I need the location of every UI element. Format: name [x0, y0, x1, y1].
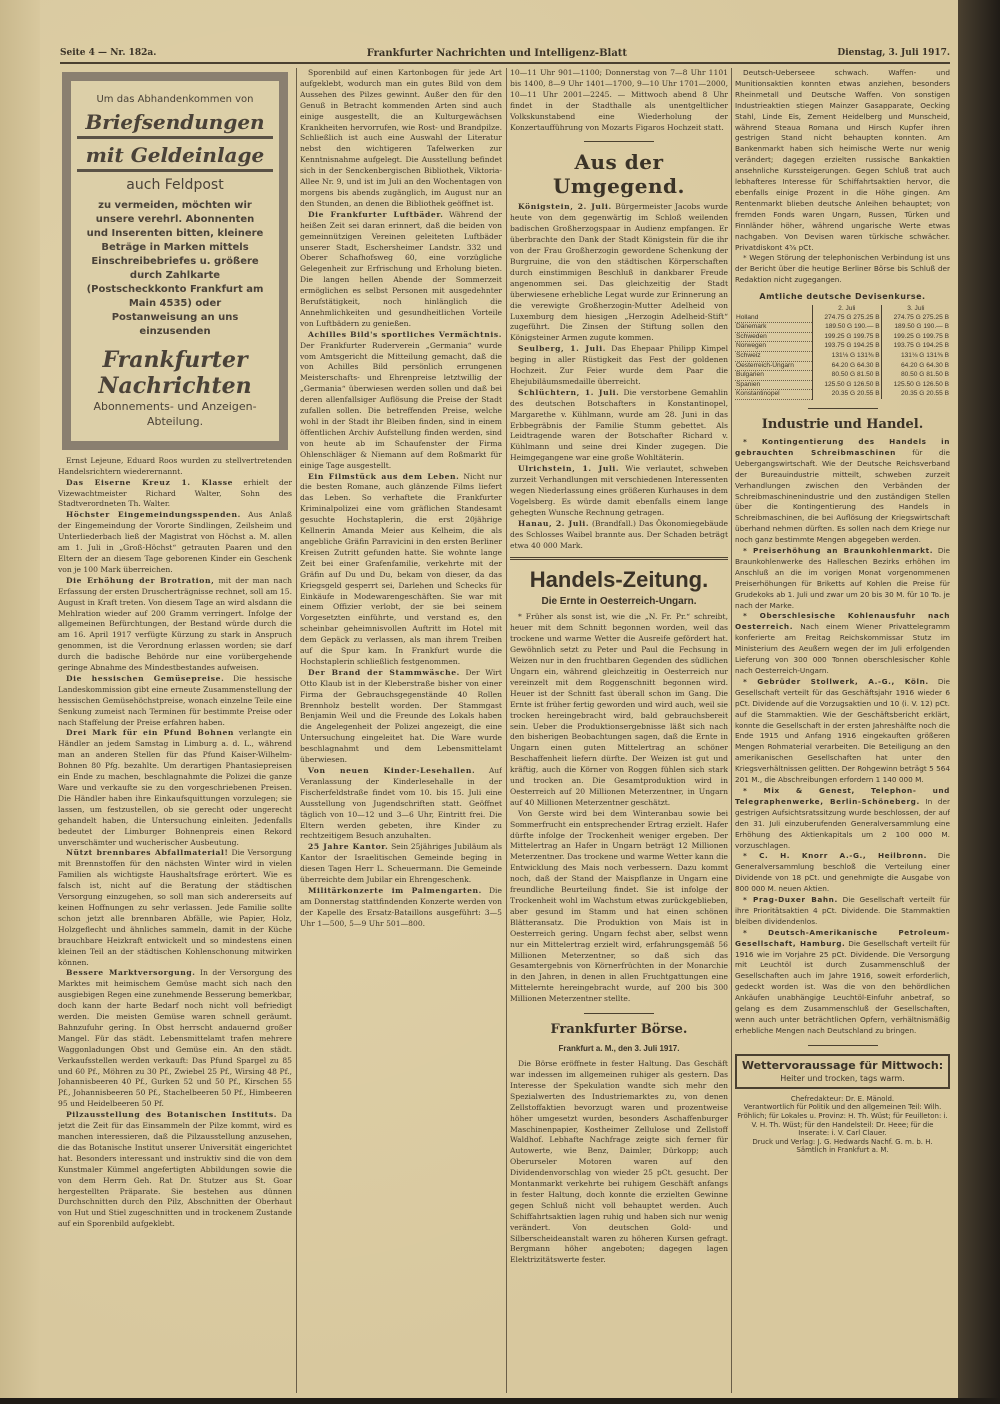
fx-country: Norwegen: [735, 342, 812, 352]
article-text: Ernst Lejeune, Eduard Roos wurden zu stellvertretenden Handelsrichtern wiederernannt.: [58, 455, 292, 476]
concert-notice: 10—11 Uhr 901—1100; Donnerstag von 7—8 Uhr 1101 bis 1400, 8—9 Uhr 1401—1700, 9—10 Uhr 1701—2000, 10—11 Uhr 2001—2245. — Mittwoch abend 8 Uhr findet in der Stadthalle als unentgeltlicher Volkskunstabend eine Wiederholung der Konzertaufführung von Mozarts Figaros Hochzeit statt.: [510, 68, 728, 132]
fx-rates-table: [735, 305, 950, 400]
article-text: Der Wirt Otto Klaub ist in der Kleberstraße bisher von einer Firma der Gebrauchsgegenstände 40 Rollen Brennholz bestellt worden. Der Stammgast Benjamin Weil und die Freunde des Lokals haben die Angelegenheit der Polizei angezeigt, die eine Untersuchung eingeleitet hat. Die Ware wurde beschlagnahmt und dem Lebensmittelamt überwiesen.: [300, 667, 502, 765]
ad-footer: Abonnements- und Anzeigen-Abteilung.: [93, 399, 257, 428]
article-text: Die am Donnerstag stattfindenden Konzerte werden von der Kapelle des Ersatz-Bataillons ausgeführt: 3—5 Uhr 1—500, 5—9 Uhr 501—800.: [300, 885, 502, 928]
weather-forecast-box: [735, 1054, 950, 1089]
article-lead: * Prag-Duxer Bahn.: [743, 895, 838, 905]
fx-header-blank: [735, 305, 812, 314]
fx-rate-day1: 189.50 G 190.— B: [812, 323, 881, 333]
article-text: verlangte ein Händler an jedem Samstag in Limburg a. d. L., während man an anderen Stellen für das Pfund Kaiser-Wilhelm-Bohnen 80 Pfg. bezahlte. Um derartigen Phantasiepreisen ein Ende zu machen, beschlagnahmte die Polizei die ganze Ware und verkaufte sie zu den vorgeschriebenen Preisen. Die Händler haben ihre Einkaufsquittungen vorzulegen; sie lassen, um festzustellen, ob sie gerecht oder ungerecht gehandelt haben, die Untersuchung einleiten. Jedenfalls bedeutet der Limburger Bohnenpreis einen Rekord unverschämter und wucherischer Ausbeutung.: [58, 728, 292, 847]
fx-rate-day2: 189.50 G 190.— B: [881, 323, 950, 333]
fx-row: [735, 361, 950, 371]
article-list: [300, 68, 502, 930]
article-lead: Drei Mark für ein Pfund Bohnen: [66, 728, 235, 738]
article-lead: Achilles Bild's sportliches Vermächtnis.: [308, 329, 502, 339]
article-text: (Brandfall.) Das Ökonomiegebäude des Schlosses Waibel brannte aus. Der Schaden beträgt etwa 40 000 Mark.: [510, 518, 728, 550]
newspaper-title: Frankfurter Nachrichten und Intelligenz-Blatt: [366, 47, 628, 59]
article-text: mit der man nach Erfassung der ersten Druscherträgnisse rechnet, soll am 15. August in Kraft treten. Von diesem Tage an wird alsdann die Mehlration wieder auf 200 Gramm verringert. Infolge der allgemeinen Befürchtungen, der Bestand würde durch die am 16. April 1917 verfügte Kürzung zu stark in Anspruch genommen, ist die Verordnung erlassen worden; sie darf durch die badische Behörde nur eine vorübergehende geringe Abnahme des Mindestbestandes aufweisen.: [58, 575, 292, 673]
article-lead: Bessere Marktversorgung.: [66, 968, 196, 978]
separator-rule: [584, 141, 654, 142]
article-paragraph: [58, 674, 292, 729]
article-text: In der gestrigen Aufsichtsratssitzung wurde beschlossen, der auf den 31. Juli einzuberufenden Generalversammlung eine Erhöhung des Aktienkapitals um 2 100 000 M. vorzuschlagen.: [735, 796, 950, 850]
article-text: Da jetzt die Zeit für das Einsammeln der Pilze kommt, wird es manchen interessieren, daß die Pilzausstellung anzusehen, die das Botanische Institut unserer Universität eingerichtet hat. Besonders interessant und instruktiv sind die von dem Kunstmaler Kümmel angefertigten Abbildungen sowie die von dem Herrn Geh. Rat Dr. Stutzer aus St. Goar hergestellten Präparate. Sie bestehen aus dünnen Durchschnitten durch den Pilz, Abschnitten der Oberhaut von Hut und Stiel zugeschnitten und in trockenem Zustande auf ein Sporenbild aufgeklebt.: [58, 1110, 292, 1229]
article-paragraph: [510, 344, 728, 388]
ad-body: zu vermeiden, möchten wir unsere verehrl. Abonnenten und Inserenten bitten, kleinere Beträge in Marken mittels Einschreibebriefes u. größere durch Zahlkarte (Postscheckkonto Frankfurt am Main 4535) oder Postanweisung an uns einzusenden: [86, 199, 264, 337]
article-text: Die Braunkohlenwerke des Halleschen Bezirks erhöhen im Anschluß an die im vorigen Monat vorgenommenen Preiserhöhungen für Briketts auf Kohlen die Preise für Grudekoks ab 1. Juli und zwar um 20 bis 30 M. für 10 To. je nach der Marke.: [735, 546, 950, 610]
article-list: [735, 68, 950, 286]
ad-headline-2: mit Geldeinlage: [77, 143, 273, 172]
article-list: [510, 1059, 728, 1266]
column-1: [58, 68, 292, 1396]
article-lead: Seulberg, 1. Juli.: [518, 344, 606, 354]
article-paragraph: [300, 472, 502, 668]
article-lead: * Deutsch-Amerikanische Petroleum-Gesellschaft, Hamburg.: [735, 927, 950, 948]
fx-rate-day2: 64.20 G 64.30 B: [881, 361, 950, 371]
article-text: Bürgermeister Jacobs wurde heute von dem gegenwärtig im Schloß weilenden badischen Großherzogspaar in Audienz empfangen. Er überbrachte den Dank der Stadt Königstein für die ihr von der Frau Großherzogin gewordene Schenkung der Burgruine, die von den städtischen Körperschaften durch einstimmigen Beschluß in dankbarer Freude angenommen sei. Das gleichzeitig der Stadt überwiesene erhebliche Legat wurde zur Erinnerung an die verewigte Großherzogin-Mutter Adelheid von Luxemburg dem hiesigen „Herzogin Adelheid-Stift“ zugeführt. Die Zinsen der Stiftung sollen den Königsteiner Armen zugute kommen.: [510, 202, 728, 343]
fx-table-title: Amtliche deutsche Devisenkurse.: [759, 292, 926, 302]
article-list: [510, 202, 728, 551]
article-text: Die Versorgung mit Brennstoffen für den nächsten Winter wird in vielen Familien als wichtigste Haushaltsfrage erörtert. Wie es falsch ist, nicht auf die Beratung der städtischen Versorgung einzugehen, so soll man sich andererseits auf keinen Hoffnungen zu sehr verlassen. Jede Familie sollte schon jetzt alle brennbaren Abfälle, wie Papier, Holz, Holzgeflecht und ähnliches sammeln, damit in der Küche brauchbare Heizkraft entwickelt und so mindestens einen kleinen Teil an der städtischen Kohlenschonung mitwirken können.: [58, 848, 292, 967]
article-paragraph: [510, 202, 728, 344]
article-text: Sein 25jähriges Jubiläum als Kantor der Israelitischen Gemeinde beging in diesen Tagen Herr L. Scheuermann. Die Gemeinde überreichte dem Jubilar ein Ehrengeschenk.: [300, 842, 502, 885]
article-lead: * Kontingentierung des Handels in gebrauchten Schreibmaschinen: [735, 436, 950, 457]
article-heading-ernte: Die Ernte in Oesterreich-Ungarn.: [541, 596, 697, 608]
article-lead: Pilzausstellung des Botanischen Instituts.: [66, 1110, 277, 1120]
column-divider: [506, 68, 507, 1393]
article-text: * Wegen Störung der telephonischen Verbindung ist uns der Bericht über die heutige Berliner Börse bis Schluß der Redaktion nicht zugegangen.: [735, 253, 950, 285]
article-text: Der Frankfurter Ruderverein „Germania“ wurde vom Amtsgericht die Mitteilung gemacht, daß die von Achilles Bild persönlich errungenen Meisterschafts- und Ehrenpreise letztwillig der „Germania“ überwiesen werden sollen und daß bei deren allenfallsiger Auflösung die Preise der Stadt zufallen sollen. Die betreffenden Preise, welche wohl in der Stadt ihr Bleiben finden, sind in einem öffentlichen Archiv Aufstellung finden werden, sind von heute ab im Schaufenster der Firma Ohlenschläger & Niemann auf dem Roßmarkt für einige Tage ausgestellt.: [300, 340, 502, 470]
article-list: [510, 612, 728, 1005]
ad-headline-1: Briefsendungen: [77, 110, 273, 139]
article-text: Aus Anlaß der Eingemeindung der Vororte Sindlingen, Zeilsheim und Unterliederbach ließ der Magistrat von Höchst a. M. allen am 1. Juli in „Groß-Höchst“ getrauten Paaren und den Eltern der an diesem Tage geborenen Kinder ein Geschenk von je 100 Mark überreichen.: [58, 510, 292, 574]
article-text: Die Börse eröffnete in fester Haltung. Das Geschäft war indessen im allgemeinen ruhiger als gestern. Das Interesse der Spekulation wandte sich mehr den Spezialwerten des Industriemarktes zu, von denen Zellstoffaktien bevorzugt waren und prozentweise höher umgesetzt wurden, besonders Aschaffenburger Maschinenpapier, Kostheimer Zellulose und Zellstoff Waldhof. Lebhafte Nachfrage zeigte sich ferner für Autowerte, wie Benz, Daimler, Dürkopp; auch Oberurseler Motoren waren auf den Dividendenvorschlag von wieder 25 pCt. gesucht. Der Montanmarkt verkehrte bei ruhigem Geschäft anfangs in fester Haltung, doch konnte die erzielten Gewinne gegen Schluß nicht voll behauptet werden. Auch Schiffahrtsaktien lagen ruhig und haben sich nur wenig verändert. Von deutschen Gold- und Silberscheideanstalt waren zu höheren Kursen gefragt. Bergmann höher angeboten; dagegen lagen Elektrizitätswerte fester.: [510, 1059, 728, 1265]
article-paragraph: [300, 210, 502, 330]
fx-rate-day1: 199.25 G 199.75 B: [812, 332, 881, 342]
article-paragraph: [510, 464, 728, 519]
article-lead: * Mix & Genest, Telephon- und Telegraphenwerke, Berlin-Schöneberg.: [735, 785, 950, 806]
article-paragraph: [58, 510, 292, 575]
fx-country: Dänemark: [735, 323, 812, 333]
fx-row: [735, 342, 950, 352]
article-text: für die Uebergangswirtschaft. Wie der Deutsche Reichsverband der Bureauindustrie mitteilt, schweben zurzeit Verhandlungen zwischen den Verbänden der Schreibmaschinenindustrie und den zuständigen Stellen über die Kontingentierung des Handels in Schreibmaschinen, die bei Auflösung der Kriegswirtschaft überhand nehmen dürften. Es sollen nach dem Kriege nur noch ganz bestimmte Mengen abgegeben werden.: [735, 447, 950, 545]
separator-rule: [808, 1045, 878, 1046]
article-lead: Das Eiserne Kreuz 1. Klasse: [66, 477, 234, 487]
article-paragraph: [510, 809, 728, 1005]
article-list: [58, 456, 292, 1230]
fx-rate-day1: 193.75 G 194.25 B: [812, 342, 881, 352]
article-text: Von Gerste wird bei dem Winteranbau sowie bei Sommerfrucht ein entsprechender Ertrag erzielt. Hafer dürfte infolge der Trockenheit weniger ergeben. Der Mittelertrag an Hafer in Ungarn beträgt 12 Millionen Meterzentner. Das trockene und warme Wetter kann die Entwicklung des Mais noch verbessern. Dazu kommt noch, daß der Stand der Maispflanze in Ungarn eine freundliche Beurteilung findet. Sie ist infolge der Trockenheit wohl im Wachstum etwas zurückgeblieben, aber gesund im Stamm und hat einen schönen Blätteransatz. Die Produktion von Mais ist in Oesterreich gering. Ungarn fechst aber, selbst wenn nur ein Mittelertrag erzielt wird, erfahrungsgemäß 56 Millionen Meterzentner, so daß sich das Gesamtergebnis von Körnerfrüchten in der Monarchie in den Jahren, in denen in allen Fruchtgattungen eine Mittelernte hereingebracht wurde, auf 200 bis 300 Millionen Meterzentner stellte.: [510, 808, 728, 1004]
fx-date-header: 2. Juli: [812, 305, 881, 314]
fx-row: [735, 323, 950, 333]
article-text: Wie verlautet, schweben zurzeit Verhandlungen mit verschiedenen Interessenten wegen Niederlassung eines größeren Kurhauses in dem Vogelsberg. Es würde damit ebenfalls einem lange gehegten Wunsche Rechnung getragen.: [510, 464, 728, 517]
page-number: Seite 4 — Nr. 182a.: [60, 48, 157, 58]
article-text: Die Gesellschaft verteilt für ihre Prioritätsaktien 4 pCt. Dividende. Die Stammaktien bleiben dividendenlos.: [735, 895, 950, 926]
article-lead: Ein Filmstück aus dem Leben.: [308, 471, 460, 481]
article-paragraph: [735, 546, 950, 611]
article-text: Sporenbild auf einen Kartonbogen für jede Art aufgeklebt, wodurch man ein gutes Bild von dem Aussehen des Pilzes gewinnt. Außer den für den Genuß in Betracht kommenden Arten sind auch einige ausgestellt, die an Kulturgewächsen Krankheiten hervorrufen, wie Rost- und Brandpilze. Schließlich ist auch eine Auswahl der Literatur nebst den wichtigeren Tafelwerken zur Kenntnisnahme aufgelegt. Die Ausstellung befindet sich in der Senckenbergischen Bibliothek, Viktoria-Allee Nr. 9, und ist im Juli an den Wochentagen von morgens bis abends zugänglich, im August nur an den Stunden, an denen die Bibliothek geöffnet ist.: [300, 68, 502, 208]
fx-row: [735, 314, 950, 323]
article-lead: Hanau, 2. Juli.: [518, 518, 590, 528]
imprint-line: Chefredakteur: Dr. E. Mänold.: [790, 1094, 895, 1103]
imprint-line: Verantwortlich für Politik und den allgemeinen Teil: Wilh. Fröhlich; für Lokales u. Provinz: H. Th. Wüst; für Feuilleton: i. V. H. Th. Wüst; für den Handelsteil: Dr. Heee; für die Inserate: i. V. Carl Clauer.: [737, 1103, 948, 1138]
article-paragraph: [510, 612, 728, 808]
separator-rule: [808, 408, 878, 409]
fx-rate-day1: 274.75 G 275.25 B: [812, 314, 881, 323]
article-lead: Die hessischen Gemüsepreise.: [66, 673, 225, 683]
fx-country: Oesterreich-Ungarn: [735, 361, 812, 371]
ad-subline: auch Feldpost: [126, 176, 224, 193]
article-lead: Von neuen Kinder-Lesehallen.: [308, 766, 476, 775]
fx-row: [735, 371, 950, 381]
weather-title: Wettervoraussage für Mittwoch:: [741, 1058, 944, 1072]
article-paragraph: [735, 786, 950, 851]
fx-rate-day2: 199.25 G 199.75 B: [881, 332, 950, 342]
fx-rate-day2: 125.50 G 126.50 B: [881, 380, 950, 390]
article-heading-boerse: Frankfurter Börse.: [550, 1022, 688, 1038]
article-paragraph: [735, 611, 950, 676]
fx-rate-day1: 125.50 G 126.50 B: [812, 380, 881, 390]
fx-rate-day2: 274.75 G 275.25 B: [881, 314, 950, 323]
article-lead: Die Erhöhung der Brotration,: [66, 575, 215, 585]
article-text: * Früher als sonst ist, wie die „N. Fr. Pr.“ schreibt, heuer mit dem Schnitt begonnen worden, weil das trockene und warme Wetter die Ausreife gefördert hat. Gewöhnlich setzt zu Peter und Paul die Fechsung in Weizen nur in den fruchtbaren Gegenden des südlichen Ungarn ein, während gleichzeitig in Oesterreich nur vereinzelt mit dem Roggenschnitt begonnen wird. Heuer ist der Schnitt fast überall schon im Gang. Die Ernte ist früher fertig geworden und wird auch, weil sie trocken hereingebracht wird, bald gebrauchsbereit sein. Ueber die Produktionsergebnisse läßt sich nach den bisherigen Beobachtungen sagen, daß die Ernte in Ungarn einen guten Mittelertrag an schöner Beschaffenheit liefern dürfte. Der Weizen ist gut und kräftig, auch die Körner von Roggen fühlen sich stark und trocken an. Die Gesamtproduktion wird in Oesterreich auf 20 Millionen Meterzentner, in Ungarn auf 40 Millionen Meterzentner geschätzt.: [510, 612, 728, 807]
fx-rate-day1: 80.50 G 81.50 B: [812, 371, 881, 381]
article-text: erhielt der Vizewachtmeister Richard Walter, Sohn des Stadtverordneten Th. Walter.: [58, 477, 292, 509]
article-lead: * Oberschlesische Kohlenausfuhr nach Oesterreich.: [735, 611, 950, 632]
fx-rate-day2: 80.50 G 81.50 B: [881, 371, 950, 381]
article-paragraph: [300, 68, 502, 210]
article-text: Die hessische Landeskommission gibt eine erneute Zusammenstellung der hessischen Gemüsehöchstpreise, wonach einzelne Teile eine Senkung zumeist nach Terminen für bestimmte Preise oder nach Staffelung der Preise erfahren haben.: [58, 673, 292, 727]
article-paragraph: [300, 330, 502, 472]
fx-country: Holland: [735, 314, 812, 323]
article-text: Nicht nur die besten Romane, auch glänzende Films liefert das Leben. So verhaftete die Frankfurter Kriminalpolizei eine vom gräflichen Standesamt gesuchte Hochstaplerin, die erst 20jährige Kellnerin Amanda Meier aus Kelheim, die als angebliche Gräfin Parravicini in den ersten Berliner Kreisen Zutritt gefunden hatte. Sie wohnte lange Zeit bei einer Grafenfamilie, verkehrte mit der Gräfin auf Du und Du, bekam von dieser, da das Kriegsgeld gesperrt sei, Darlehen und Schecks für Einkäufe in Modewarengeschäften. Sie war mit einem Offizier verlobt, der sie bei seinem Vorgesetzten einführte, und verstand es, den scheinbar geheimnisvollen Auftritt im Hotel mit dem Gepäck zu verlassen, als man ihrem Treiben auf die Spur kam. In Frankfurt wurde die Hochstaplerin schließlich festgenommen.: [300, 471, 502, 666]
article-text: Deutsch-Ueberseee schwach. Waffen- und Munitionsaktien konnten etwas anziehen, besonders Rheinmetall und Deutsche Waffen. Von sonstigen Industrieaktien stiegen Mainzer Gasapparate, Oecking Stahl, Linde Eis, Zement Heidelberg und Munscheid, während Steaua Romana und Hirsch Kupfer ihren gestrigen Stand nicht behaupten konnten. Am Bankenmarkt haben sich heimische Werte nur wenig verändert; dagegen erzielten russische Bankaktien ansehnliche Kurssteigerungen. Gegen Schluß trat auch lebhafteres Interesse für Schiffahrtsaktien hervor, die ebenfalls einige Prozent in die Höhe gingen. Am Rentenmarkt blieben deutsche Anleihen behauptet; von fremden Fonds waren Ungarn, Russen, Türken und Finnländer höher, während ungarische Werte etwas nachgaben. Von Devisen waren türkische schwächer. Privatdiskont 4⅝ pCt.: [735, 68, 950, 252]
article-text: Die Gesellschaft verteilt für das Geschäftsjahr 1916 wieder 6 pCt. Dividende auf die Vorzugsaktien und 10 (i. V. 12) pCt. auf die Stammaktien. Wie der Geschäftsbericht erklärt, konnte die Gesellschaft in der ersten Jahreshälfte noch die Ende 1915 und Anfang 1916 eingekauften größeren Mengen Rohmaterial verarbeiten. Die Beteiligung an den amerikanischen Gesellschaften hat unter den Kriegsverhältnissen gelitten. Der Rohgewinn beträgt 5 564 201 M., die Abschreibungen erfordern 1 140 000 M.: [735, 676, 950, 785]
section-heading-handels-zeitung: Handels-Zeitung.: [529, 567, 709, 593]
article-paragraph: [300, 668, 502, 766]
article-text: Nach einem Wiener Privattelegramm konferierte am Freitag Reichskommissar Stutz im Ministerium des Aeußern wegen der im Juli erfolgenden Lieferung von 300 000 Tonnen oberschlesischer Kohle nach Oesterreich-Ungarn.: [735, 622, 950, 675]
column-divider: [296, 68, 297, 1393]
issue-date: Dienstag, 3. Juli 1917.: [837, 48, 950, 58]
separator-rule: [584, 1013, 654, 1014]
article-paragraph: [510, 519, 728, 552]
ad-intro: Um das Abhandenkommen von: [96, 94, 254, 105]
advertisement-box: [62, 72, 288, 450]
fx-rate-day2: 131⅛ G 131⅜ B: [881, 352, 950, 362]
article-text: Das Ehepaar Philipp Kimpel beging in aller Rüstigkeit das Fest der goldenen Hochzeit. Zur Feier wurde dem Paar die Ehejubiläumsmedaille überreicht.: [510, 344, 728, 386]
fx-row: [735, 390, 950, 400]
fx-row: [735, 352, 950, 362]
scan-edge: [958, 0, 1000, 1404]
fx-row: [735, 332, 950, 342]
fx-rate-day1: 131⅛ G 131⅜ B: [812, 352, 881, 362]
section-heading-industrie: Industrie und Handel.: [761, 416, 924, 432]
fx-rate-day1: 20.35 G 20.55 B: [812, 390, 881, 400]
article-paragraph: [300, 842, 502, 886]
article-lead: 25 Jahre Kantor.: [308, 842, 389, 852]
fx-country: Schweden: [735, 332, 812, 342]
imprint-line: Sämtlich in Frankfurt a. M.: [796, 1146, 889, 1155]
article-paragraph: [300, 766, 502, 842]
column-2: [300, 68, 502, 1396]
article-lead: * C. H. Knorr A.-G., Heilbronn.: [743, 851, 927, 861]
article-lead: Militärkonzerte im Palmengarten.: [308, 885, 482, 895]
fx-rate-day2: 193.75 G 194.25 B: [881, 342, 950, 352]
article-paragraph: [735, 253, 950, 286]
article-text: Die Generalversammlung beschloß die Verteilung einer Dividende von 18 pCt. und genehmigte die Ausgabe von 800 000 M. neuen Aktien.: [735, 851, 950, 894]
column-3: [510, 68, 728, 1396]
scan-bottom-edge: [0, 1398, 1000, 1404]
article-lead: Ulrichstein, 1. Juli.: [518, 464, 620, 474]
article-paragraph: [735, 895, 950, 928]
article-paragraph: [735, 677, 950, 786]
fx-country: Schweiz: [735, 352, 812, 362]
article-paragraph: [58, 1110, 292, 1230]
article-paragraph: [58, 968, 292, 1110]
article-text: In der Versorgung des Marktes mit heimischem Gemüse macht sich nach den ausgiebigen Regen eine zunehmende Besserung bemerkbar, doch kann der harte Bedarf noch nicht voll befriedigt werden. Die meisten Gemüse waren schnell geräumt. Bahnzufuhr gering. In Obst herrscht andauernd großer Mangel. Für das städt. Lebensmittelamt trafen mehrere Waggonladungen Obst und Gemüse ein. An den städt. Verkaufsstellen werden verkauft: Das Pfund Spargel zu 85 und 60 Pf., Möhren zu 30 Pf., Zwiebel 25 Pf., Wirsing 48 Pf., Johannisbeeren 40 Pf., Gurken 52 und 50 Pf., Kirschen 55 Pf., Johannisbeeren 50 Pf., Stachelbeeren 50 Pf., Himbeeren 95 und Heidelbeeren 50 Pf.: [58, 968, 292, 1109]
article-paragraph: [300, 886, 502, 930]
section-heading-umgegend: Aus der Umgegend.: [552, 150, 685, 199]
boerse-dateline: Frankfurt a. M., den 3. Juli 1917.: [558, 1044, 680, 1054]
ad-brand: Frankfurter Nachrichten: [98, 346, 252, 399]
fx-row: [735, 380, 950, 390]
article-paragraph: [58, 728, 292, 848]
article-lead: Nützt brennbares Abfallmaterial!: [66, 848, 229, 858]
separator-rule: [510, 557, 728, 560]
article-text: Die Gesellschaft verteilt für 1916 wie im Vorjahre 25 pCt. Dividende. Die Versorgung mit Leuchtöl ist durch Zusammenschluß der Gesellschaften auch im Jahre 1916, soweit erforderlich, gedeckt worden ist. Was die von den behördlichen Ankäufen unabhängige Leuchtöl-Einfuhr anbetraf, so gelang es dem Zusammenschluß der Gesellschaften, wenn auch unter beträchtlichen Opfern, verhältnismäßig erhebliche Mengen nach Deutschland zu bringen.: [735, 938, 950, 1035]
article-lead: Königstein, 2. Juli.: [518, 202, 612, 212]
article-text: Während der heißen Zeit sei daran erinnert, daß die beiden von gemeinnützigen Vereinen geleiteten Luftbäder unserer Stadt, Eschersheimer Landstr. 332 und Oberer Schafhofsweg 60, eine vorzügliche Gelegenheit zur Erfrischung und Erholung bieten. Die langen hellen Abende der Sommerzeit ermöglichen es selbst Personen mit ausgedehnter Berufstätigkeit, noch hinlänglich die Annehmlichkeiten und gesundheitlichen Vorteile von Luftbädern zu genießen.: [300, 209, 502, 328]
masthead: [60, 44, 950, 62]
article-paragraph: [58, 848, 292, 968]
article-lead: Der Brand der Stammwäsche.: [308, 667, 460, 677]
imprint: [735, 1095, 950, 1155]
article-lead: * Gebrüder Stollwerk, A.-G., Köln.: [743, 676, 929, 686]
article-paragraph: [58, 576, 292, 674]
article-paragraph: [58, 478, 292, 511]
article-lead: Höchster Eingemeindungsspenden.: [66, 510, 241, 520]
article-paragraph: [510, 388, 728, 464]
article-paragraph: [735, 928, 950, 1037]
weather-text: Heiter und trocken, tags warm.: [780, 1073, 905, 1083]
article-text: Die verstorbene Gemahlin des deutschen Botschafters in Konstantinopel, Margarethe v. Kühlmann, wurde am 28. Juni in das Erbbegräbnis der Familie Stumm gebettet. Als Leidtragende waren der Botschafter Richard v. Kühlmann und seine drei Kinder zugegen. Die Heimgegangene war eine große Wohltäterin.: [510, 387, 728, 463]
article-paragraph: [735, 437, 950, 546]
fx-country: Bulgarien: [735, 371, 812, 381]
article-text: Auf Veranlassung der Kinderlesehalle in der Fischerfeldstraße findet vom 10. bis 15. Juli eine Ausstellung von Jugendschriften statt. Geöffnet täglich von 10—12 und 3—6 Uhr, Eintritt frei. Die Eltern werden gebeten, ihre Kinder zu rechtzeitigem Besuch anzuhalten.: [300, 766, 502, 841]
article-lead: Die Frankfurter Luftbäder.: [308, 209, 444, 219]
fx-rate-day2: 20.35 G 20.55 B: [881, 390, 950, 400]
page-left-margin: [0, 0, 40, 1398]
article-paragraph: [58, 456, 292, 478]
article-paragraph: [735, 68, 950, 253]
fx-country: Konstantinopel: [735, 390, 812, 400]
fx-date-header: 3. Juli: [881, 305, 950, 314]
imprint-line: Druck und Verlag: J. G. Hedwards Nachf. G. m. b. H.: [752, 1137, 933, 1146]
article-paragraph: [735, 851, 950, 895]
article-lead: * Preiserhöhung an Braunkohlenmarkt.: [743, 546, 934, 556]
fx-country: Spanien: [735, 380, 812, 390]
article-paragraph: [510, 1059, 728, 1266]
column-divider: [731, 68, 732, 1393]
article-lead: Schlüchtern, 1. Juli.: [518, 387, 620, 397]
column-4: [735, 68, 950, 1396]
masthead-rule: [60, 62, 950, 64]
article-list: [735, 437, 950, 1037]
fx-rate-day1: 64.20 G 64.30 B: [812, 361, 881, 371]
